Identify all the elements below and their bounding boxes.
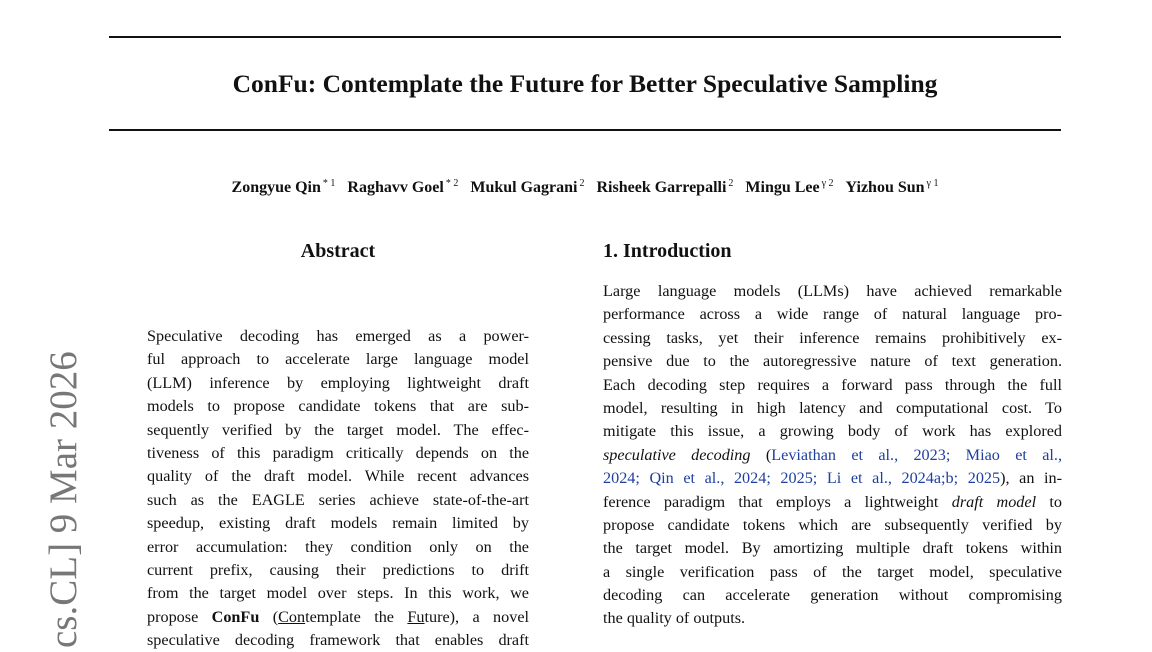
author (846, 179, 939, 196)
author-name: Raghavv Goel (347, 179, 444, 196)
text-run: propose (147, 607, 212, 626)
author (470, 179, 584, 196)
author-list (109, 173, 1061, 199)
abstract-line: Speculative decoding has emerged as a power- (147, 327, 529, 345)
text-run: ture), a novel (424, 607, 530, 626)
title-top-rule (109, 36, 1061, 38)
text-run: to (1036, 492, 1063, 511)
text-run: ( (259, 607, 279, 626)
author-name: Zongyue Qin (231, 179, 321, 196)
introduction-body (603, 280, 1062, 631)
abstract-line: error accumulation: they condition only on the (147, 537, 529, 556)
intro-line: the target model. By amortizing multiple draft tokens within (603, 539, 1062, 558)
author-affiliation: * 2 (445, 178, 459, 189)
intro-line: Large language models (LLMs) have achieved remarkable (603, 282, 1062, 300)
text-run: ference paradigm that employs a lightweight (603, 492, 952, 511)
author-name: Yizhou Sun (845, 179, 925, 196)
abstract-line: speedup, existing draft models remain limited by (147, 514, 529, 533)
abstract-line: speculative decoding framework that enables draft (147, 631, 529, 650)
italic-term: speculative decoding (603, 445, 751, 464)
intro-line: mitigate this issue, a growing body of work has explored (603, 422, 1062, 441)
abstract-line: ful approach to accelerate large language model (147, 350, 529, 369)
abstract-heading: Abstract (300, 240, 376, 262)
abstract-line: quality of the draft model. While recent advances (147, 467, 529, 486)
author-affiliation: γ 1 (926, 178, 939, 189)
intro-line: propose candidate tokens which are subsequently verified by (603, 515, 1062, 534)
intro-line: Each decoding step requires a forward pass through the full (603, 375, 1062, 394)
author-affiliation: 2 (728, 178, 734, 189)
author-name: Mingu Lee (745, 179, 820, 196)
abstract-line: sequently verified by the target model. The effec- (147, 420, 529, 439)
underlined-run: Fu (407, 607, 425, 626)
title-bottom-rule (109, 129, 1061, 131)
citation-link[interactable]: 2024; Qin et al., 2024; 2025; Li et al., 2024a;b; 2025 (603, 469, 1001, 488)
author-affiliation: * 1 (322, 178, 336, 189)
method-name: ConFu (211, 607, 260, 626)
abstract-line: models to propose candidate tokens that are sub- (147, 397, 529, 416)
intro-line: cessing tasks, yet their inference remains prohibitively ex- (603, 328, 1062, 347)
intro-line: pensive due to the autoregressive nature of text generation. (603, 352, 1062, 371)
abstract-line: such as the EAGLE series achieve state-of-the-art (147, 490, 529, 509)
intro-line (603, 491, 1062, 514)
abstract-line: tiveness of this paradigm critically depends on the (147, 443, 529, 462)
italic-term: draft model (951, 492, 1037, 511)
intro-line: a single verification pass of the target model, speculative (603, 562, 1062, 581)
citation-link[interactable]: Leviathan et al., 2023; Miao et al., (771, 445, 1063, 464)
text-run: ), an in- (1000, 469, 1062, 488)
author-name: Risheek Garrepalli (596, 179, 727, 196)
intro-line-citation-1 (603, 444, 1062, 467)
intro-line: performance across a wide range of natural language pro- (603, 305, 1062, 324)
intro-line-citation-2 (603, 467, 1062, 490)
intro-line: model, resulting in high latency and computational cost. To (603, 398, 1062, 417)
author-name: Mukul Gagrani (470, 179, 578, 196)
author (232, 179, 336, 196)
introduction-heading: 1. Introduction (603, 240, 732, 262)
author (596, 179, 733, 196)
author (347, 179, 458, 196)
author (745, 179, 833, 196)
abstract-line: current prefix, causing their predictions to drift (147, 560, 529, 579)
abstract-body (147, 325, 529, 652)
abstract-line-confu (147, 606, 529, 629)
arxiv-side-stamp: cs.CL] 9 Mar 2026 (42, 351, 85, 648)
abstract-line: from the target model over steps. In this work, we (147, 584, 529, 603)
text-run: ( (750, 445, 772, 464)
text-run: template the (305, 607, 408, 626)
intro-line: the quality of outputs. (603, 609, 746, 628)
author-affiliation: 2 (579, 178, 585, 189)
underlined-run: Con (278, 607, 306, 626)
paper-title: ConFu: Contemplate the Future for Better Speculative Sampling (232, 69, 938, 98)
intro-line: decoding can accelerate generation without compromising (603, 586, 1062, 605)
author-affiliation: γ 2 (821, 178, 834, 189)
abstract-line: (LLM) inference by employing lightweight draft (147, 373, 529, 392)
